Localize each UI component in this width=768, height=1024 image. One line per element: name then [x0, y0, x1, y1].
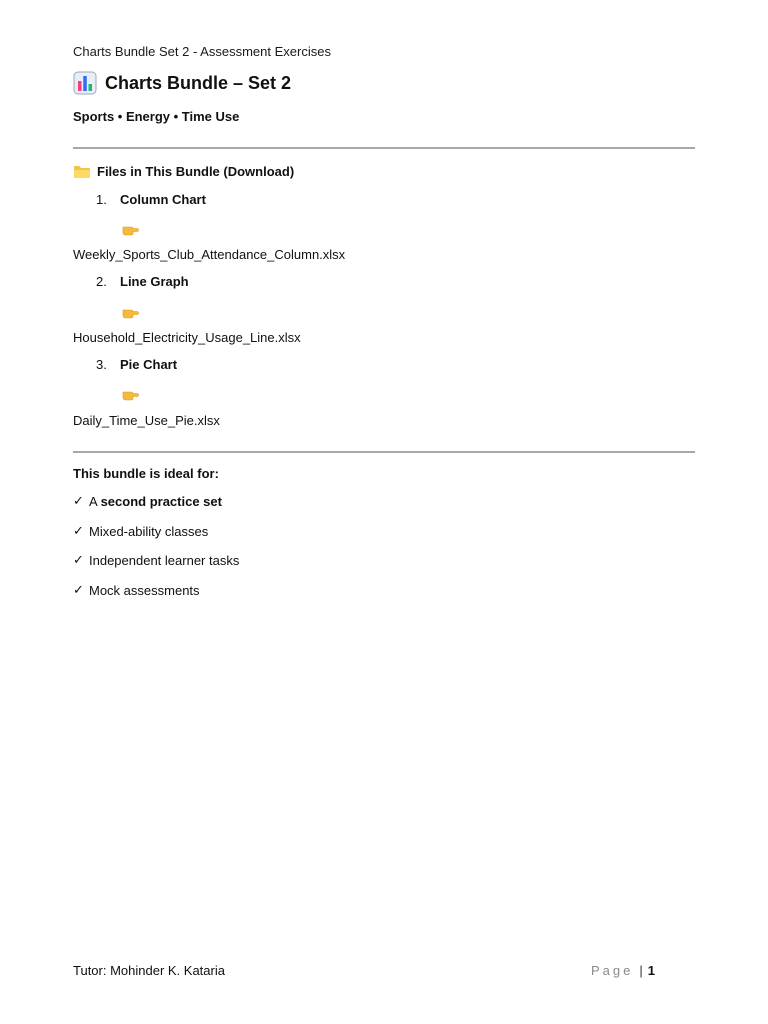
file-link-column[interactable]: Weekly_Sports_Club_Attendance_Column.xlsx [73, 247, 346, 262]
file-link-pie[interactable]: Daily_Time_Use_Pie.xlsx [73, 413, 220, 428]
ideal-item-text: Mixed-ability classes [89, 524, 209, 539]
ideal-list-item [73, 583, 200, 598]
file-link-line[interactable]: Household_Electricity_Usage_Line.xlsx [73, 330, 301, 345]
list-item [96, 192, 206, 207]
footer-separator: | [639, 963, 643, 978]
ideal-list-item [73, 553, 239, 568]
list-item [96, 274, 189, 289]
check-icon: ✓ [73, 583, 84, 598]
footer-tutor: Tutor: Mohinder K. Kataria [73, 963, 225, 978]
files-heading [73, 164, 294, 179]
pointing-hand-icon [121, 387, 139, 401]
footer-page-number: 1 [647, 963, 655, 978]
ideal-heading: This bundle is ideal for: [73, 466, 219, 481]
list-item-number: 2. [96, 274, 107, 289]
check-icon: ✓ [73, 524, 84, 539]
list-item [96, 357, 177, 372]
pointing-hand-icon [121, 305, 139, 319]
footer-page-word: Page [591, 963, 634, 978]
list-item-number: 3. [96, 357, 107, 372]
footer-page [591, 963, 655, 978]
bar-chart-icon [73, 71, 97, 95]
ideal-list-item [73, 524, 208, 539]
ideal-item-text: Mock assessments [89, 583, 200, 598]
check-icon: ✓ [73, 494, 84, 509]
running-header: Charts Bundle Set 2 - Assessment Exercises [73, 44, 331, 59]
ideal-item-text: Independent learner tasks [89, 553, 240, 568]
ideal-item-bold: second practice set [100, 494, 222, 509]
list-item-label: Pie Chart [120, 357, 178, 372]
divider-top [73, 147, 695, 149]
list-item-label: Line Graph [120, 274, 189, 289]
ideal-item-prefix: A [89, 494, 101, 509]
divider-bottom [73, 451, 695, 453]
folder-icon [73, 165, 91, 179]
page-title: Charts Bundle – Set 2 [105, 72, 292, 93]
pointing-hand-icon [121, 222, 139, 236]
list-item-label: Column Chart [120, 192, 206, 207]
files-heading-text: Files in This Bundle (Download) [97, 164, 295, 179]
ideal-list-item [73, 494, 222, 509]
list-item-number: 1. [96, 192, 107, 207]
page-subtitle: Sports • Energy • Time Use [73, 109, 240, 124]
check-icon: ✓ [73, 553, 84, 568]
title-row [73, 71, 291, 95]
